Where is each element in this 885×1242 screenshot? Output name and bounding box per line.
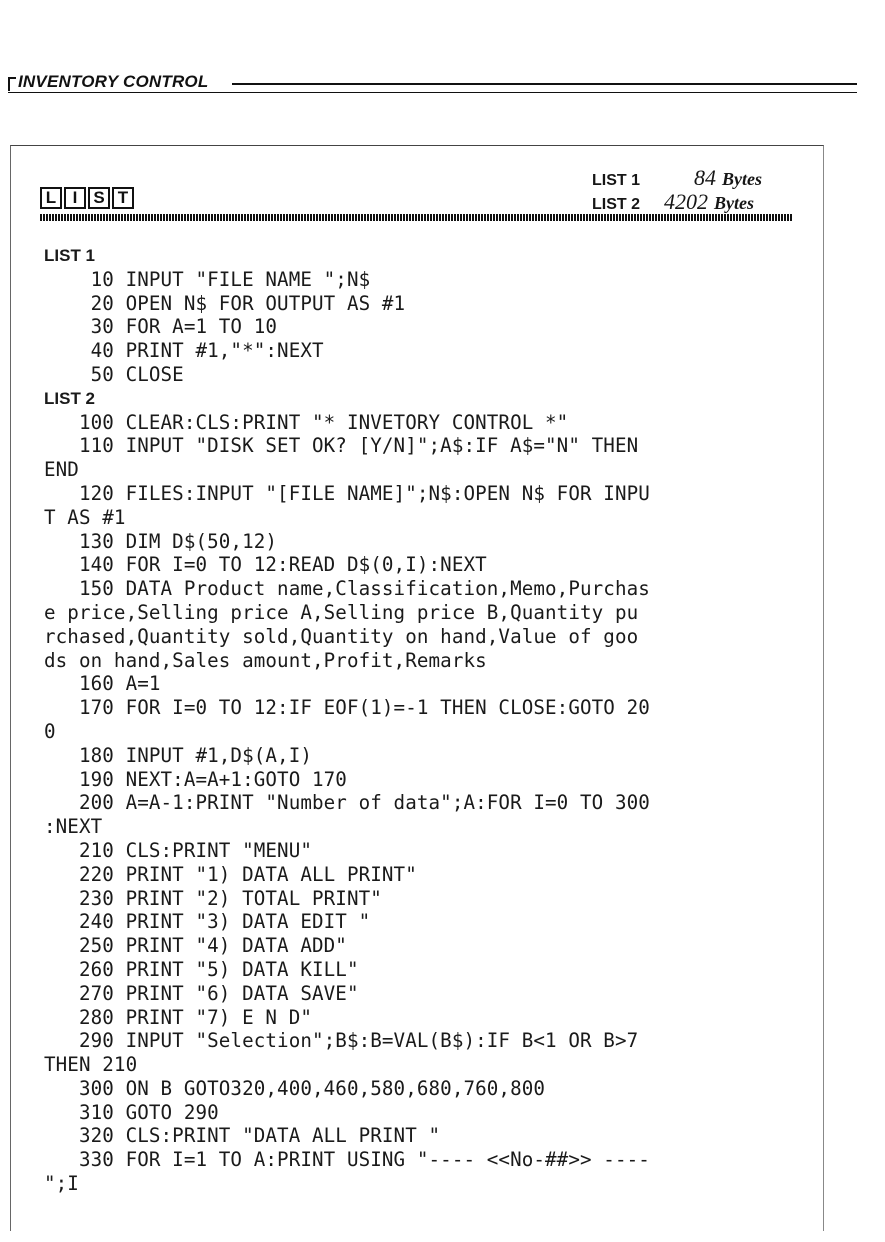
list-size-info [592, 165, 792, 213]
code-line: 310 GOTO 290 [44, 1100, 219, 1124]
code-line: 120 FILES:INPUT "[FILE NAME]";N$:OPEN N$ FOR INPU [44, 481, 650, 505]
dotted-divider [40, 214, 792, 221]
logo-letter: I [64, 187, 86, 209]
code-line: e price,Selling price A,Selling price B,Quantity pu [44, 600, 639, 624]
code-line: 270 PRINT "6) DATA SAVE" [44, 981, 359, 1005]
header-rule-lower [8, 92, 857, 93]
logo-letter: S [88, 187, 110, 209]
byte-count: 84 [694, 165, 716, 190]
list-label: LIST 2 [592, 196, 641, 213]
code-line: 240 PRINT "3) DATA EDIT " [44, 910, 371, 934]
code-line: 250 PRINT "4) DATA ADD" [44, 934, 347, 958]
basic-code-listing [44, 244, 804, 1196]
code-line: 30 FOR A=1 TO 10 [44, 315, 278, 339]
bracket-mark [8, 77, 16, 91]
code-line: 290 INPUT "Selection";B$:B=VAL(B$):IF B<1 OR B>7 [44, 1029, 639, 1053]
code-line: 190 NEXT:A=A+1:GOTO 170 [44, 767, 347, 791]
byte-count: 4202 [664, 189, 708, 214]
code-line: 330 FOR I=1 TO A:PRINT USING "---- <<No-##>> ---- [44, 1148, 650, 1172]
code-line: 110 INPUT "DISK SET OK? [Y/N]";A$:IF A$="N" THEN [44, 434, 639, 458]
code-line: 300 ON B GOTO320,400,460,580,680,760,800 [44, 1076, 546, 1100]
list-size-row [592, 165, 792, 189]
code-line: rchased,Quantity sold,Quantity on hand,Value of goo [44, 624, 639, 648]
code-line: 220 PRINT "1) DATA ALL PRINT" [44, 862, 417, 886]
code-line: ";I [44, 1172, 79, 1196]
code-line: :NEXT [44, 815, 103, 839]
code-line: 230 PRINT "2) TOTAL PRINT" [44, 886, 382, 910]
code-line: 40 PRINT #1,"*":NEXT [44, 339, 324, 363]
code-line: 260 PRINT "5) DATA KILL" [44, 957, 359, 981]
list-size-row [592, 189, 792, 213]
code-line: 50 CLOSE [44, 362, 184, 386]
header-title [8, 72, 208, 92]
code-line: 200 A=A-1:PRINT "Number of data";A:FOR I=0 TO 300 [44, 791, 650, 815]
list-section-heading: LIST 1 [44, 246, 96, 265]
logo-letter: L [40, 187, 62, 209]
code-line: T AS #1 [44, 505, 126, 529]
code-line: 320 CLS:PRINT "DATA ALL PRINT " [44, 1124, 441, 1148]
logo-letter: T [112, 187, 134, 209]
code-line: END [44, 458, 79, 482]
code-line: 0 [44, 719, 56, 743]
header-rule [232, 83, 857, 85]
code-line: 210 CLS:PRINT "MENU" [44, 838, 312, 862]
list-logo [40, 187, 134, 209]
code-line: 100 CLEAR:CLS:PRINT "* INVETORY CONTROL *" [44, 410, 569, 434]
code-line: 20 OPEN N$ FOR OUTPUT AS #1 [44, 291, 406, 315]
code-line: 170 FOR I=0 TO 12:IF EOF(1)=-1 THEN CLOSE:GOTO 20 [44, 696, 650, 720]
list-label: LIST 1 [592, 172, 641, 189]
code-line: 280 PRINT "7) E N D" [44, 1005, 312, 1029]
code-line: 180 INPUT #1,D$(A,I) [44, 743, 312, 767]
code-line: 140 FOR I=0 TO 12:READ D$(0,I):NEXT [44, 553, 487, 577]
code-line: 10 INPUT "FILE NAME ";N$ [44, 267, 371, 291]
byte-unit: Bytes [722, 169, 762, 189]
code-line: THEN 210 [44, 1053, 138, 1077]
code-line: 160 A=1 [44, 672, 161, 696]
byte-unit: Bytes [714, 193, 754, 213]
code-line: 130 DIM D$(50,12) [44, 529, 278, 553]
list-section-heading: LIST 2 [44, 388, 96, 408]
code-line: 150 DATA Product name,Classification,Memo,Purchas [44, 577, 650, 601]
header-title-text: INVENTORY CONTROL [18, 72, 209, 91]
code-line: ds on hand,Sales amount,Profit,Remarks [44, 648, 487, 672]
